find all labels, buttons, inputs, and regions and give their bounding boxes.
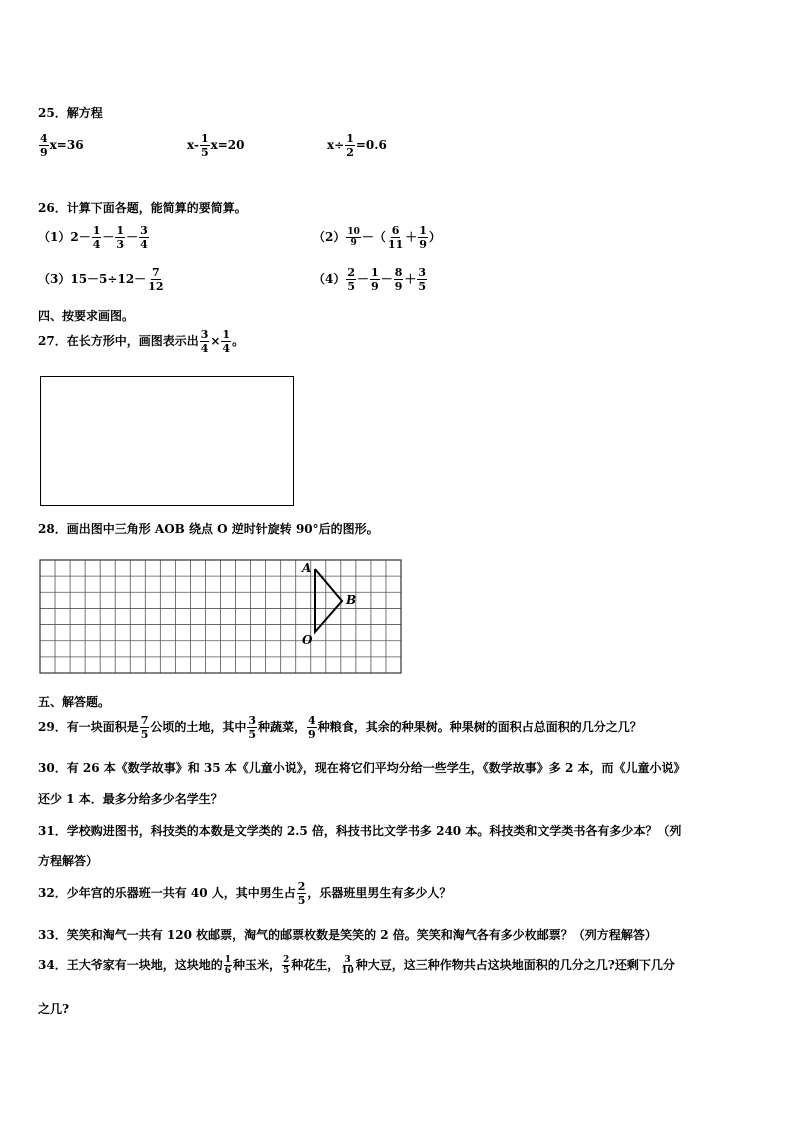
q33-question: 33．笑笑和淘气一共有 120 枚邮票，淘气的邮票枚数是笑笑的 2 倍。笑笑和淘气各有多少枚邮票？（列方程解答） xyxy=(38,928,657,942)
q31-line-1: 31．学校购进图书，科技类的本数是文学类的 2.5 倍，科技书比文学书多 240 本。科技类和文学类书各有多少本？（列 xyxy=(38,824,682,838)
q25-equation-2: x- $\frac{1}{5}$ x=20 xyxy=(187,132,245,159)
section-5-heading: 五、解答题。 xyxy=(38,695,111,709)
q29-question: 29．有一块面积是 $\frac{7}{5}$ 公顷的土地，其中 $\frac{3}{5}$ 种蔬菜， $\frac{4}{9}$ 种粮食，其余的种果树。种果树的面积占总面积的几分之几？ xyxy=(38,714,642,741)
q26-part-4: （4） $\frac{2}{5}$ － $\frac{1}{9}$ － $\frac{8}{9}$ ＋ $\frac{3}{5}$ xyxy=(313,266,427,293)
q32-question: 32．少年宫的乐器班一共有 40 人，其中男生占 $\frac{2}{5}$ ，乐器班里男生有多少人？ xyxy=(38,880,452,907)
q26-part-2: （2） $\frac{10}{9}$ －（ $\frac{6}{11}$ ＋ $\frac{1}{9}$ ） xyxy=(313,224,441,251)
q34-line-2: 之几? xyxy=(38,1002,70,1016)
label-o: O xyxy=(302,633,313,647)
q30-line-1: 30．有 26 本《数学故事》和 35 本《儿童小说》，现在将它们平均分给一些学生，《数学故事》多 2 本，而《儿童小说》 xyxy=(38,761,686,775)
triangle-aob xyxy=(315,569,342,632)
q25-equation-1: $\frac{4}{9}$ x=36 xyxy=(40,132,84,159)
q26-part-3: （3）15－5÷12－ $\frac{7}{12}$ xyxy=(38,266,164,293)
q25-equation-3: x÷ $\frac{1}{2}$ =0.6 xyxy=(327,132,387,159)
q31-line-2: 方程解答） xyxy=(38,854,99,868)
drawing-rectangle[interactable] xyxy=(40,376,294,506)
label-a: A xyxy=(302,561,312,575)
q25-title: 25．解方程 xyxy=(38,106,103,120)
q30-line-2: 还少 1 本．最多分给多少名学生？ xyxy=(38,792,223,806)
grid-lines xyxy=(40,560,401,673)
q27-question: 27．在长方形中，画图表示出 $\frac{3}{4}$ × $\frac{1}{4}$ 。 xyxy=(38,328,245,355)
q26-part-1: （1）2－ $\frac{1}{4}$ － $\frac{1}{3}$ － $\frac{3}{4}$ xyxy=(38,224,148,251)
rotation-grid[interactable] xyxy=(38,558,404,676)
section-4-heading: 四、按要求画图。 xyxy=(38,309,135,323)
label-b: B xyxy=(346,593,357,607)
q26-title: 26．计算下面各题，能简算的要简算。 xyxy=(38,201,247,215)
q28-title: 28．画出图中三角形 AOB 绕点 O 逆时针旋转 90°后的图形。 xyxy=(38,522,379,536)
q34-line-1: 34．王大爷家有一块地，这块地的 $\frac{1}{6}$ 种玉米， $\frac{2}{5}$ 种花生， $\frac{3}{10}$ 种大豆，这三种作物共占这块地面积的几分之几?还剩下几分 xyxy=(38,955,675,976)
